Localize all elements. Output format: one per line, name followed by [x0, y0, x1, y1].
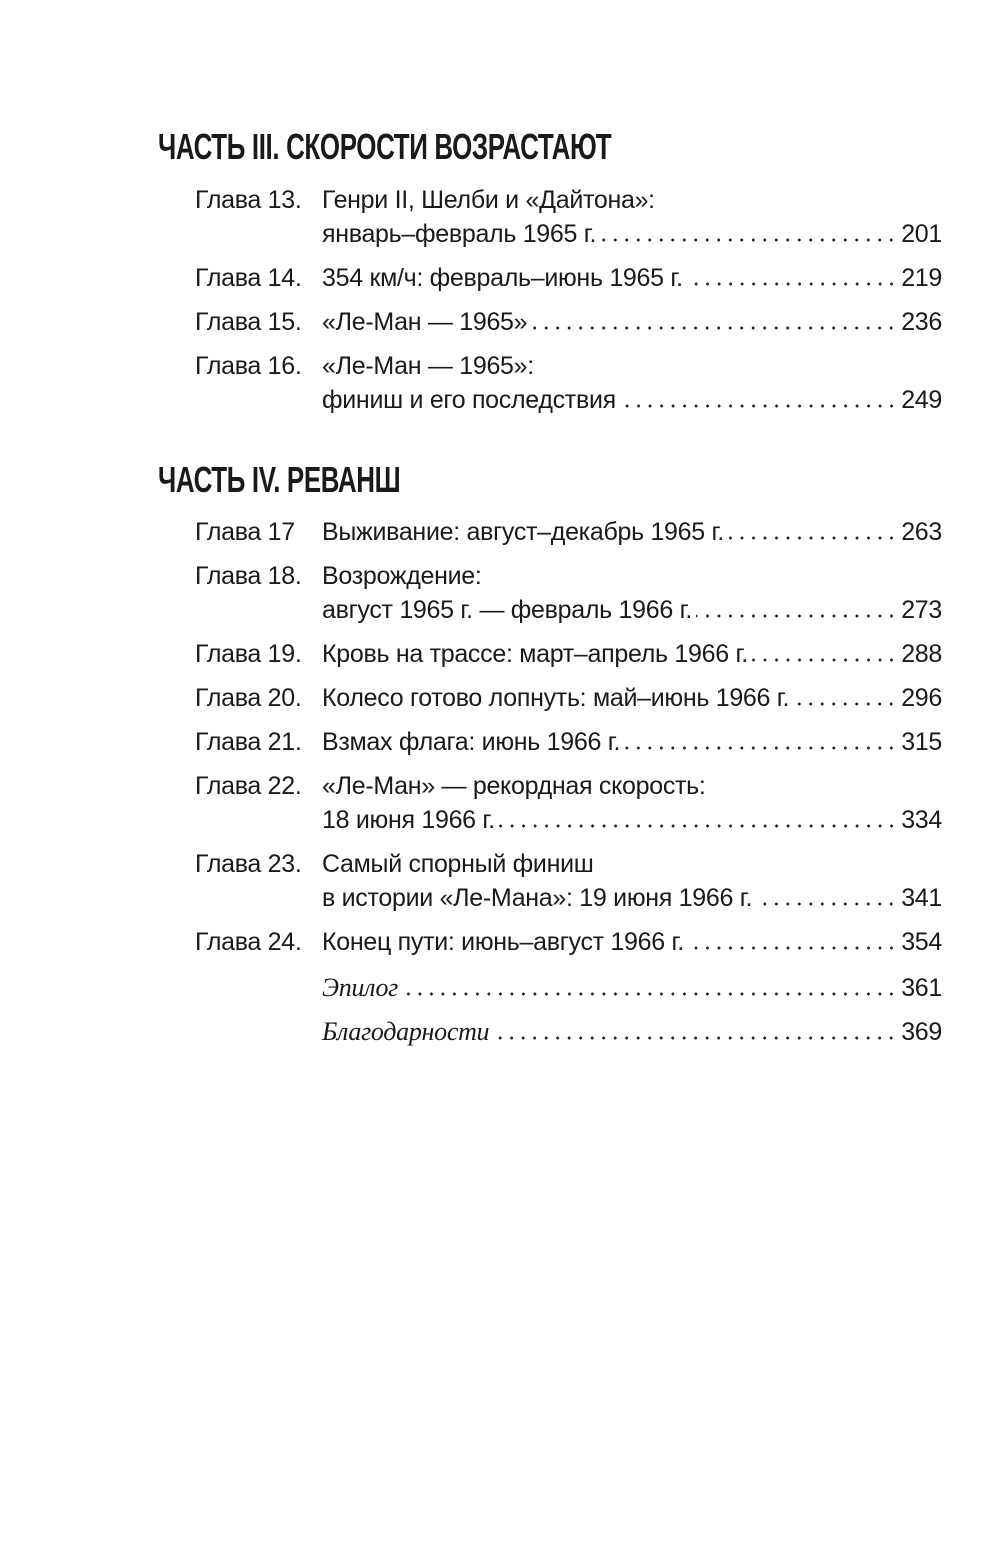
chapter-label: Глава 17	[195, 518, 295, 546]
page-number: 249	[901, 386, 942, 414]
page-number: 288	[901, 640, 942, 668]
chapter-label: Глава 20.	[195, 684, 302, 712]
title-text: Возрождение:	[322, 562, 482, 590]
toc-entry	[195, 769, 942, 837]
title-line	[322, 681, 942, 715]
toc-entry	[195, 725, 942, 759]
title-line	[322, 769, 942, 803]
title-line	[322, 515, 942, 549]
spacer	[195, 1015, 322, 1049]
page-number: 219	[901, 264, 942, 292]
toc-entry	[195, 515, 942, 549]
chapter-title	[322, 515, 942, 549]
title-text: август 1965 г. — февраль 1966 г.	[322, 596, 692, 624]
chapter-title	[322, 681, 942, 715]
title-line	[322, 383, 942, 417]
page-number: 369	[901, 1018, 942, 1046]
toc-entry	[195, 1015, 942, 1049]
chapter-title	[322, 637, 942, 671]
dot-leader	[687, 282, 897, 286]
part-heading: ЧАСТЬ IV. РЕВАНШ	[158, 459, 401, 500]
toc-back-matter	[195, 971, 942, 1059]
dot-leader	[624, 746, 897, 750]
page-number: 273	[901, 596, 942, 624]
part-heading: ЧАСТЬ III. СКОРОСТИ ВОЗРАСТАЮТ	[158, 126, 612, 167]
chapter-title	[322, 305, 942, 339]
title-line	[322, 803, 942, 837]
title-line	[322, 261, 942, 295]
chapter-title	[322, 261, 942, 295]
page-number: 263	[901, 518, 942, 546]
title-line	[322, 925, 942, 959]
chapter-title	[322, 925, 942, 959]
dot-leader	[493, 1036, 897, 1040]
chapter-label: Глава 21.	[195, 728, 302, 756]
toc-entry	[195, 681, 942, 715]
chapter-label: Глава 18.	[195, 562, 302, 590]
title-line	[322, 1015, 942, 1049]
title-text: январь–февраль 1965 г.	[322, 220, 597, 248]
chapter-title	[322, 847, 942, 915]
title-text: Генри II, Шелби и «Дайтона»:	[322, 186, 655, 214]
chapter-title	[322, 559, 942, 627]
chapter-label: Глава 14.	[195, 264, 302, 292]
title-text: Взмах флага: июнь 1966 г.	[322, 728, 621, 756]
title-text: Выживание: август–декабрь 1965 г.	[322, 518, 724, 546]
toc-entry	[195, 183, 942, 251]
page-number: 341	[901, 884, 942, 912]
chapter-title	[322, 769, 942, 837]
back-matter-title	[322, 971, 942, 1005]
dot-leader	[756, 902, 897, 906]
dot-leader	[793, 702, 897, 706]
chapter-title	[322, 725, 942, 759]
toc-entry	[195, 847, 942, 915]
toc-entry	[195, 261, 942, 295]
title-line	[322, 559, 942, 593]
page-number: 296	[901, 684, 942, 712]
title-text: 18 июня 1966 г.	[322, 806, 495, 834]
back-matter-title	[322, 1015, 942, 1049]
title-line	[322, 349, 942, 383]
title-line	[322, 637, 942, 671]
chapter-label: Глава 19.	[195, 640, 302, 668]
title-line	[322, 593, 942, 627]
title-text: финиш и его последствия	[322, 386, 616, 414]
title-text: Благодарности	[322, 1017, 490, 1046]
toc-list-part-4	[195, 515, 942, 969]
title-text: 354 км/ч: февраль–июнь 1965 г.	[322, 264, 683, 292]
dot-leader	[728, 536, 897, 540]
title-text: Кровь на трассе: март–апрель 1966 г.	[322, 640, 748, 668]
title-text: Самый спорный финиш	[322, 850, 594, 878]
toc-entry	[195, 349, 942, 417]
dot-leader	[696, 614, 897, 618]
dot-leader	[688, 946, 897, 950]
title-text: Колесо готово лопнуть: май–июнь 1966 г.	[322, 684, 790, 712]
spacer	[195, 971, 322, 1005]
title-text: «Ле-Ман — 1965»	[322, 308, 528, 336]
dot-leader	[402, 992, 897, 996]
toc-entry	[195, 305, 942, 339]
title-line	[322, 305, 942, 339]
title-line	[322, 971, 942, 1005]
dot-leader	[531, 326, 897, 330]
toc-entry	[195, 637, 942, 671]
toc-entry	[195, 971, 942, 1005]
page-number: 361	[901, 974, 942, 1002]
dot-leader	[620, 404, 897, 408]
dot-leader	[499, 824, 897, 828]
title-text: Конец пути: июнь–август 1966 г.	[322, 928, 684, 956]
title-text: «Ле-Ман» — рекордная скорость:	[322, 772, 706, 800]
chapter-label: Глава 13.	[195, 186, 302, 214]
toc-entry	[195, 559, 942, 627]
title-line	[322, 217, 942, 251]
title-line	[322, 725, 942, 759]
page-number: 315	[901, 728, 942, 756]
title-line	[322, 183, 942, 217]
title-line	[322, 881, 942, 915]
chapter-label: Глава 24.	[195, 928, 302, 956]
toc-list-part-3	[195, 183, 942, 427]
chapter-title	[322, 349, 942, 417]
chapter-label: Глава 16.	[195, 352, 302, 380]
dot-leader	[752, 658, 897, 662]
page-number: 236	[901, 308, 942, 336]
title-text: «Ле-Ман — 1965»:	[322, 352, 534, 380]
chapter-label: Глава 22.	[195, 772, 302, 800]
title-text: в истории «Ле-Мана»: 19 июня 1966 г.	[322, 884, 753, 912]
title-text: Эпилог	[322, 973, 399, 1002]
chapter-label: Глава 15.	[195, 308, 302, 336]
dot-leader	[600, 238, 897, 242]
title-line	[322, 847, 942, 881]
page-number: 334	[901, 806, 942, 834]
chapter-label: Глава 23.	[195, 850, 302, 878]
chapter-title	[322, 183, 942, 251]
toc-entry	[195, 925, 942, 959]
page-number: 201	[901, 220, 942, 248]
page-number: 354	[901, 928, 942, 956]
